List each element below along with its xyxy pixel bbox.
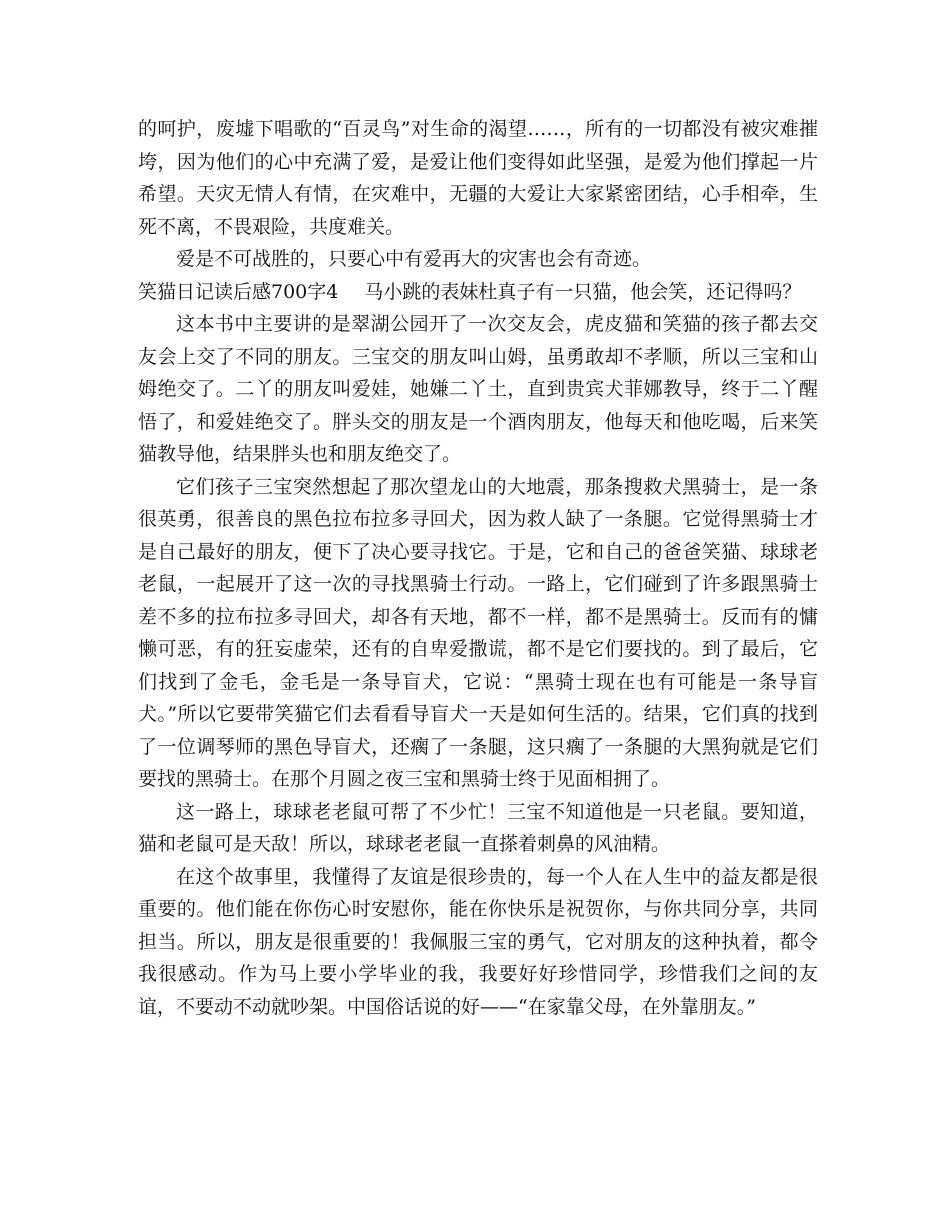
document-body — [138, 113, 818, 1023]
section-intro: 马小跳的表妹杜真子有一只猫，他会笑，还记得吗？ — [364, 280, 802, 303]
paragraph-friendship-fair: 这本书中主要讲的是翠湖公园开了一次交友会，虎皮猫和笑猫的孩子都去交友会上交了不同的朋友。三宝交的朋友叫山姆，虽勇敢却不孝顺，所以三宝和山姆绝交了。二丫的朋友叫爱娃，她嫌二丫土，直到贵宾犬菲娜教导，终于二丫醒悟了，和爱娃绝交了。胖头交的朋友是一个酒肉朋友，他每天和他吃喝，后来笑猫教导他，结果胖头也和朋友绝交了。 — [138, 313, 818, 465]
paragraph-mouse: 这一路上，球球老老鼠可帮了不少忙！三宝不知道他是一只老鼠。要知道，猫和老鼠可是天敌！所以，球球老老鼠一直搽着刺鼻的风油精。 — [138, 800, 818, 855]
paragraph-continuation: 的呵护，废墟下唱歌的“百灵鸟”对生命的渴望……，所有的一切都没有被灾难摧垮，因为他们的心中充满了爱，是爱让他们变得如此坚强，是爱为他们撑起一片希望。天灾无情人有情，在灾难中，无疆的大爱让大家紧密团结，心手相牵，生死不离，不畏艰险，共度难关。 — [138, 118, 818, 238]
section-heading-line — [138, 276, 818, 309]
paragraph-black-knight: 它们孩子三宝突然想起了那次望龙山的大地震，那条搜救犬黑骑士，是一条很英勇，很善良的黑色拉布拉多寻回犬，因为救人缺了一条腿。它觉得黑骑士才是自己最好的朋友，便下了决心要寻找它。于是，它和自己的爸爸笑猫、球球老老鼠，一起展开了这一次的寻找黑骑士行动。一路上，它们碰到了许多跟黑骑士差不多的拉布拉多寻回犬，却各有天地，都不一样，都不是黑骑士。反而有的慵懒可恶，有的狂妄虚荣，还有的自卑爱撒谎，都不是它们要找的。到了最后，它们找到了金毛，金毛是一条导盲犬，它说：“黑骑士现在也有可能是一条导盲犬。”所以它要带笑猫它们去看看导盲犬一天是如何生活的。结果，它们真的找到了一位调琴师的黑色导盲犬，还瘸了一条腿，这只瘸了一条腿的大黑狗就是它们要找的黑骑士。在那个月圆之夜三宝和黑骑士终于见面相拥了。 — [138, 475, 818, 790]
paragraph-love: 爱是不可战胜的，只要心中有爱再大的灾害也会有奇迹。 — [176, 248, 652, 270]
section-title: 笑猫日记读后感700字4 — [138, 280, 339, 303]
paragraph-reflection: 在这个故事里，我懂得了友谊是很珍贵的，每一个人在人生中的益友都是很重要的。他们能在你伤心时安慰你，能在你快乐是祝贺你，与你共同分享，共同担当。所以，朋友是很重要的！我佩服三宝的勇气，它对朋友的这种执着，都令我很感动。作为马上要小学毕业的我，我要好好珍惜同学，珍惜我们之间的友谊，不要动不动就吵架。中国俗话说的好——“在家靠父母，在外靠朋友。” — [138, 865, 818, 1018]
